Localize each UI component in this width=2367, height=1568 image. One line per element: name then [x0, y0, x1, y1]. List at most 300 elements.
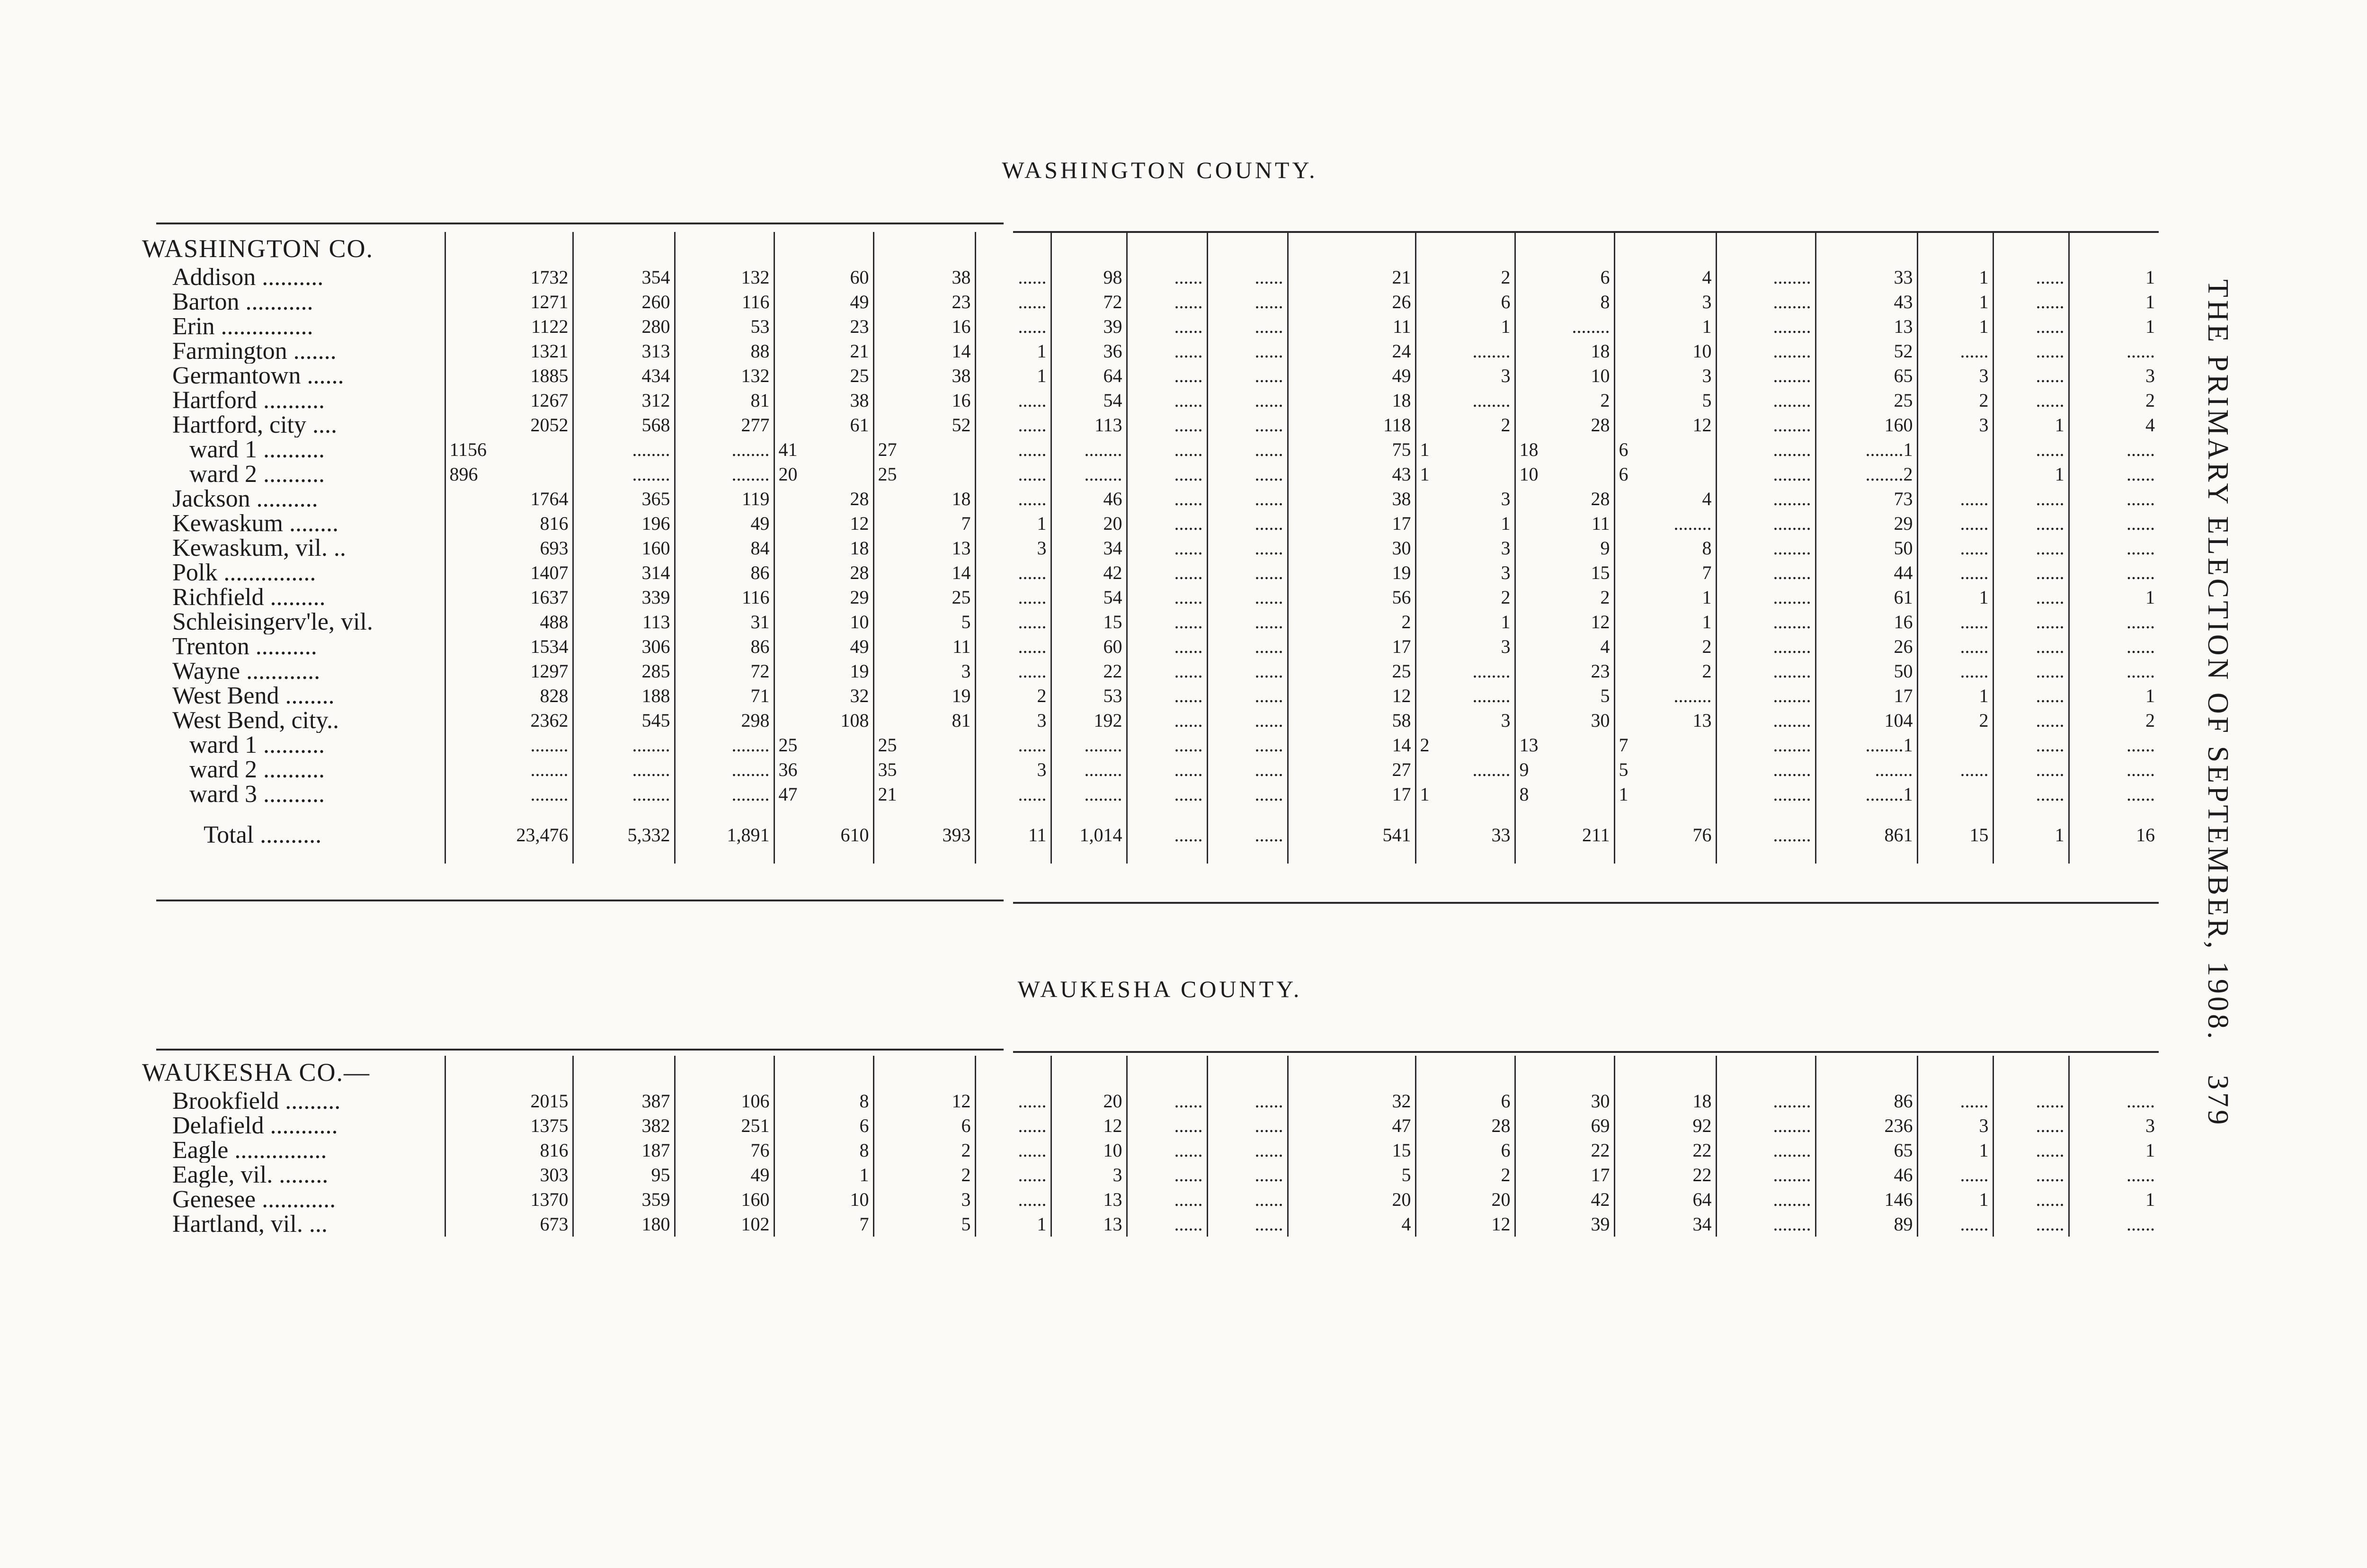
table-cell: ........ [1051, 462, 1127, 487]
table-cell: 2 [1415, 1163, 1515, 1187]
table-cell: 119 [675, 487, 774, 511]
row-name: ward 2 .......... [189, 462, 325, 487]
table-cell: 47 [774, 782, 873, 807]
table-cell: 25 [774, 733, 873, 757]
table-cell: 1 [1993, 462, 2069, 487]
table-cell: 313 [573, 339, 675, 364]
table-cell: 365 [573, 487, 675, 511]
row-name: Erin ............... [172, 314, 313, 339]
table-cell: 12 [1051, 1114, 1127, 1138]
table-cell: 339 [573, 585, 675, 610]
table-cell: ...... [1207, 413, 1288, 437]
washington-title: WASHINGTON COUNTY. [1002, 157, 1318, 183]
table-cell: 1 [1415, 462, 1515, 487]
total-cell: 1,014 [1051, 807, 1127, 864]
table-cell: ...... [1207, 437, 1288, 462]
table-cell: ...... [2069, 462, 2159, 487]
table-cell: 132 [675, 364, 774, 388]
table-cell: 5 [873, 1212, 975, 1237]
table-row [142, 1114, 2159, 1138]
table-cell: 2 [873, 1163, 975, 1187]
table-cell: 4 [1288, 1212, 1415, 1237]
table-cell: ...... [975, 487, 1051, 511]
row-name: Brookfield ......... [172, 1089, 341, 1114]
table-cell: 1 [975, 1212, 1051, 1237]
side-heading-text: THE PRIMARY ELECTION OF SEPTEMBER, 1908. [2202, 279, 2234, 1042]
table-cell: 3 [1415, 561, 1515, 585]
table-row [142, 1187, 2159, 1212]
table-cell: ........ [1051, 437, 1127, 462]
empty-cell [1415, 1056, 1515, 1089]
table-cell: 32 [774, 684, 873, 708]
table-row [142, 659, 2159, 684]
table-cell: ........ [1716, 462, 1815, 487]
table-cell: 3 [1917, 1114, 1993, 1138]
table-cell: 46 [1051, 487, 1127, 511]
table-cell: 1 [2069, 1187, 2159, 1212]
total-cell: 211 [1515, 807, 1614, 864]
table-cell: ...... [975, 290, 1051, 314]
table-cell: 20 [1051, 1089, 1127, 1114]
empty-cell [1993, 1056, 2069, 1089]
table-cell: 12 [1288, 684, 1415, 708]
table-cell: ...... [1207, 364, 1288, 388]
table-cell: ...... [975, 265, 1051, 290]
table-row [142, 1163, 2159, 1187]
table-cell: 2 [1917, 708, 1993, 733]
table-cell: ...... [1993, 708, 2069, 733]
table-cell: 303 [445, 1163, 573, 1187]
table-cell: ........ [1716, 684, 1815, 708]
table-cell: 1 [2069, 684, 2159, 708]
waukesha-table-wrap [142, 1056, 2159, 1237]
total-cell: 16 [2069, 807, 2159, 864]
table-cell: 6 [774, 1114, 873, 1138]
table-cell: ........ [1716, 1212, 1815, 1237]
table-cell: 277 [675, 413, 774, 437]
table-cell: ...... [1207, 757, 1288, 782]
table-row [142, 1138, 2159, 1163]
table-cell: 72 [1051, 290, 1127, 314]
table-cell: 32 [1288, 1089, 1415, 1114]
table-cell: 65 [1815, 1138, 1917, 1163]
table-cell: ...... [1127, 462, 1207, 487]
table-cell: ...... [1127, 487, 1207, 511]
table-cell: ...... [1127, 610, 1207, 634]
total-cell: 33 [1415, 807, 1515, 864]
washington-rule-left [156, 223, 1004, 224]
table-cell: 6 [1415, 290, 1515, 314]
table-cell: 3 [1415, 536, 1515, 561]
table-cell: 61 [774, 413, 873, 437]
table-cell: ...... [1207, 462, 1288, 487]
table-cell: 12 [873, 1089, 975, 1114]
table-cell: ........ [1716, 536, 1815, 561]
table-cell: 2 [1614, 634, 1716, 659]
table-cell: ........ [573, 462, 675, 487]
table-cell: 9 [1515, 536, 1614, 561]
county-header-row [142, 232, 2159, 265]
table-cell: 108 [774, 708, 873, 733]
table-cell: 50 [1815, 659, 1917, 684]
table-cell: ...... [2069, 487, 2159, 511]
table-row [142, 487, 2159, 511]
row-name: West Bend, city.. [172, 708, 339, 733]
table-cell: 21 [774, 339, 873, 364]
table-cell: ...... [1127, 733, 1207, 757]
table-cell: ........ [1051, 733, 1127, 757]
table-row [142, 536, 2159, 561]
total-cell: 1 [1993, 807, 2069, 864]
table-cell: 387 [573, 1089, 675, 1114]
table-cell: 251 [675, 1114, 774, 1138]
county-header-row [142, 1056, 2159, 1089]
table-cell: 38 [873, 364, 975, 388]
table-cell: ...... [1993, 314, 2069, 339]
table-cell: ...... [1993, 1163, 2069, 1187]
table-cell: 160 [573, 536, 675, 561]
table-cell: ........ [1716, 585, 1815, 610]
table-cell: ........ [1716, 1138, 1815, 1163]
table-cell: ...... [2069, 1089, 2159, 1114]
table-cell: 1 [774, 1163, 873, 1187]
table-cell: 12 [1515, 610, 1614, 634]
table-cell: 5 [1515, 684, 1614, 708]
table-cell: ...... [1127, 1114, 1207, 1138]
row-name: Jackson .......... [172, 487, 318, 511]
table-cell: 1 [975, 364, 1051, 388]
table-cell: ...... [1993, 684, 2069, 708]
table-cell: 2 [1415, 733, 1515, 757]
empty-cell [1917, 232, 1993, 265]
table-cell: 10 [1515, 364, 1614, 388]
table-cell: ...... [1207, 388, 1288, 413]
table-cell: 1267 [445, 388, 573, 413]
table-cell: ...... [1993, 290, 2069, 314]
table-cell: 1732 [445, 265, 573, 290]
table-cell: 16 [873, 388, 975, 413]
table-cell: ...... [975, 610, 1051, 634]
table-cell: 84 [675, 536, 774, 561]
table-cell: 359 [573, 1187, 675, 1212]
table-cell: ...... [1917, 487, 1993, 511]
table-cell: 25 [873, 462, 975, 487]
row-name: Kewaskum, vil. .. [172, 536, 346, 561]
table-cell: ...... [1917, 1089, 1993, 1114]
total-cell: ........ [1716, 807, 1815, 864]
table-cell: 16 [1815, 610, 1917, 634]
table-cell: ...... [2069, 757, 2159, 782]
table-cell: 828 [445, 684, 573, 708]
table-cell: 2362 [445, 708, 573, 733]
empty-cell [573, 1056, 675, 1089]
table-cell: 49 [774, 290, 873, 314]
table-cell: 13 [1515, 733, 1614, 757]
table-cell: ...... [1917, 536, 1993, 561]
table-cell: ...... [975, 782, 1051, 807]
table-cell: ...... [1993, 585, 2069, 610]
table-cell: ...... [2069, 511, 2159, 536]
table-cell: 72 [675, 659, 774, 684]
table-cell: 44 [1815, 561, 1917, 585]
table-cell: 816 [445, 1138, 573, 1163]
table-cell: 12 [1415, 1212, 1515, 1237]
table-cell: 1 [1614, 782, 1716, 807]
empty-cell [1288, 1056, 1415, 1089]
table-cell: ........ [445, 782, 573, 807]
table-cell: ...... [1127, 757, 1207, 782]
table-cell: 816 [445, 511, 573, 536]
table-cell: ........ [1716, 364, 1815, 388]
table-cell: 146 [1815, 1187, 1917, 1212]
table-cell: ...... [1207, 585, 1288, 610]
table-cell: ...... [1127, 364, 1207, 388]
table-cell: ...... [1127, 290, 1207, 314]
table-cell: 6 [1614, 462, 1716, 487]
table-cell: 3 [1415, 487, 1515, 511]
table-cell: 43 [1815, 290, 1917, 314]
table-cell: 71 [675, 684, 774, 708]
table-cell: 3 [975, 757, 1051, 782]
row-name: Hartland, vil. ... [172, 1212, 328, 1237]
total-cell: 541 [1288, 807, 1415, 864]
table-cell: ........ [675, 462, 774, 487]
table-cell: 18 [774, 536, 873, 561]
table-cell: 13 [1051, 1212, 1127, 1237]
table-cell: ...... [1207, 290, 1288, 314]
table-cell [1917, 437, 1993, 462]
table-cell: ...... [1127, 684, 1207, 708]
table-cell: ...... [1993, 339, 2069, 364]
table-cell: ...... [1993, 536, 2069, 561]
washington-table [142, 232, 2159, 864]
table-cell: 10 [1051, 1138, 1127, 1163]
table-cell: ...... [1917, 610, 1993, 634]
empty-cell [1051, 1056, 1127, 1089]
table-cell: 1 [1993, 413, 2069, 437]
table-cell: 28 [774, 487, 873, 511]
empty-cell [774, 1056, 873, 1089]
table-cell: 160 [675, 1187, 774, 1212]
table-cell: 3 [1415, 708, 1515, 733]
table-cell: 92 [1614, 1114, 1716, 1138]
table-cell: ...... [1993, 265, 2069, 290]
table-cell: 1 [1917, 1187, 1993, 1212]
table-cell: 14 [1288, 733, 1415, 757]
table-cell: 2 [2069, 388, 2159, 413]
table-cell: ...... [1127, 634, 1207, 659]
empty-cell [774, 232, 873, 265]
table-cell: 1 [1415, 437, 1515, 462]
table-cell: 81 [873, 708, 975, 733]
table-cell: 8 [774, 1089, 873, 1114]
table-cell: 382 [573, 1114, 675, 1138]
waukesha-rule-right [1013, 1051, 2159, 1053]
table-cell: 52 [873, 413, 975, 437]
table-cell: 5 [1288, 1163, 1415, 1187]
table-cell: 4 [1614, 487, 1716, 511]
table-cell: 2 [1515, 388, 1614, 413]
table-cell: ...... [975, 413, 1051, 437]
table-cell: 88 [675, 339, 774, 364]
table-cell: 1637 [445, 585, 573, 610]
table-cell: ...... [975, 437, 1051, 462]
empty-cell [445, 1056, 573, 1089]
table-cell: 47 [1288, 1114, 1415, 1138]
table-cell: ........ [1716, 708, 1815, 733]
table-cell: ........ [1614, 684, 1716, 708]
table-cell: 188 [573, 684, 675, 708]
table-cell: ...... [2069, 339, 2159, 364]
table-cell: ...... [975, 1089, 1051, 1114]
washington-table-body [142, 232, 2159, 864]
row-name: Eagle, vil. ........ [172, 1163, 329, 1187]
table-cell: ........ [675, 782, 774, 807]
table-cell: 1 [2069, 290, 2159, 314]
table-cell: 18 [1515, 437, 1614, 462]
table-row [142, 610, 2159, 634]
table-cell: 1 [1917, 265, 1993, 290]
total-cell: 610 [774, 807, 873, 864]
table-cell: ........ [1716, 265, 1815, 290]
table-row [142, 314, 2159, 339]
table-cell: ...... [2069, 1163, 2159, 1187]
table-cell: 118 [1288, 413, 1415, 437]
table-cell: ........ [1716, 511, 1815, 536]
table-cell: ...... [1207, 733, 1288, 757]
table-cell: 25 [1288, 659, 1415, 684]
total-cell: 11 [975, 807, 1051, 864]
table-cell: ...... [1127, 536, 1207, 561]
table-row [142, 437, 2159, 462]
table-cell: ...... [975, 585, 1051, 610]
table-cell: ...... [975, 1163, 1051, 1187]
table-cell: 3 [1051, 1163, 1127, 1187]
row-name: Eagle ............... [172, 1138, 327, 1163]
table-cell: 35 [873, 757, 975, 782]
table-cell: 38 [774, 388, 873, 413]
table-row [142, 388, 2159, 413]
table-cell: ...... [2069, 561, 2159, 585]
table-row [142, 757, 2159, 782]
total-cell: 15 [1917, 807, 1993, 864]
table-cell: 53 [675, 314, 774, 339]
table-cell: 86 [675, 561, 774, 585]
table-cell: 18 [1614, 1089, 1716, 1114]
table-cell: ...... [1207, 314, 1288, 339]
empty-cell [1716, 232, 1815, 265]
table-cell: ...... [1917, 1163, 1993, 1187]
table-row [142, 413, 2159, 437]
table-cell: 17 [1288, 782, 1415, 807]
table-row [142, 684, 2159, 708]
table-cell: ...... [1207, 1163, 1288, 1187]
table-cell: 13 [873, 536, 975, 561]
table-cell: 8 [774, 1138, 873, 1163]
table-cell: ........ [445, 733, 573, 757]
table-cell: 488 [445, 610, 573, 634]
empty-cell [1815, 1056, 1917, 1089]
row-name: Kewaskum ........ [172, 511, 338, 536]
table-cell: 29 [774, 585, 873, 610]
row-name: Hartford .......... [172, 388, 325, 413]
table-cell: 18 [873, 487, 975, 511]
table-cell: 354 [573, 265, 675, 290]
table-cell: 1534 [445, 634, 573, 659]
table-cell: 1 [1917, 314, 1993, 339]
table-cell: ...... [1207, 1138, 1288, 1163]
total-label: Total .......... [204, 821, 322, 848]
row-name: Trenton .......... [172, 634, 317, 659]
table-cell: 6 [1415, 1089, 1515, 1114]
table-cell: 34 [1051, 536, 1127, 561]
row-name: ward 1 .......... [189, 437, 325, 462]
table-row [142, 782, 2159, 807]
table-row [142, 364, 2159, 388]
table-cell: ...... [1917, 757, 1993, 782]
table-cell: 54 [1051, 388, 1127, 413]
table-cell: 58 [1288, 708, 1415, 733]
table-cell: 21 [873, 782, 975, 807]
table-cell: ...... [1917, 339, 1993, 364]
table-cell: ...... [1993, 487, 2069, 511]
table-cell: ...... [975, 1187, 1051, 1212]
table-cell: 1297 [445, 659, 573, 684]
table-cell: 2 [1288, 610, 1415, 634]
table-cell: ........ [1716, 339, 1815, 364]
table-cell: 314 [573, 561, 675, 585]
row-name: Delafield ........... [172, 1114, 338, 1138]
table-cell: 1 [2069, 1138, 2159, 1163]
table-cell: ........ [1415, 659, 1515, 684]
table-cell: 693 [445, 536, 573, 561]
table-cell: ........1 [1815, 782, 1917, 807]
table-cell: 8 [1515, 782, 1614, 807]
table-cell: 312 [573, 388, 675, 413]
table-cell: 1 [1614, 585, 1716, 610]
county-label: WASHINGTON CO. [142, 234, 374, 263]
empty-cell [873, 232, 975, 265]
table-cell: ...... [1127, 437, 1207, 462]
table-cell: ........ [1614, 511, 1716, 536]
table-cell: 12 [774, 511, 873, 536]
table-cell: ...... [1127, 511, 1207, 536]
table-cell: 2 [1415, 413, 1515, 437]
table-cell: ...... [1207, 659, 1288, 684]
total-cell: 5,332 [573, 807, 675, 864]
table-cell: 1 [1415, 782, 1515, 807]
table-cell: 86 [675, 634, 774, 659]
table-cell: 545 [573, 708, 675, 733]
waukesha-table-body [142, 1056, 2159, 1237]
empty-cell [1815, 232, 1917, 265]
table-cell: 280 [573, 314, 675, 339]
table-cell: ...... [1207, 782, 1288, 807]
table-row [142, 511, 2159, 536]
table-cell: 18 [1515, 339, 1614, 364]
table-cell: 46 [1815, 1163, 1917, 1187]
table-cell: ...... [1917, 1212, 1993, 1237]
row-name: Farmington ....... [172, 339, 337, 364]
table-cell: ...... [1917, 659, 1993, 684]
table-cell: 33 [1815, 265, 1917, 290]
table-cell: 60 [1051, 634, 1127, 659]
row-name: ward 2 .......... [189, 757, 325, 782]
table-cell: ........1 [1815, 733, 1917, 757]
table-cell: ...... [1207, 265, 1288, 290]
table-cell: 298 [675, 708, 774, 733]
table-cell: ........ [1716, 437, 1815, 462]
